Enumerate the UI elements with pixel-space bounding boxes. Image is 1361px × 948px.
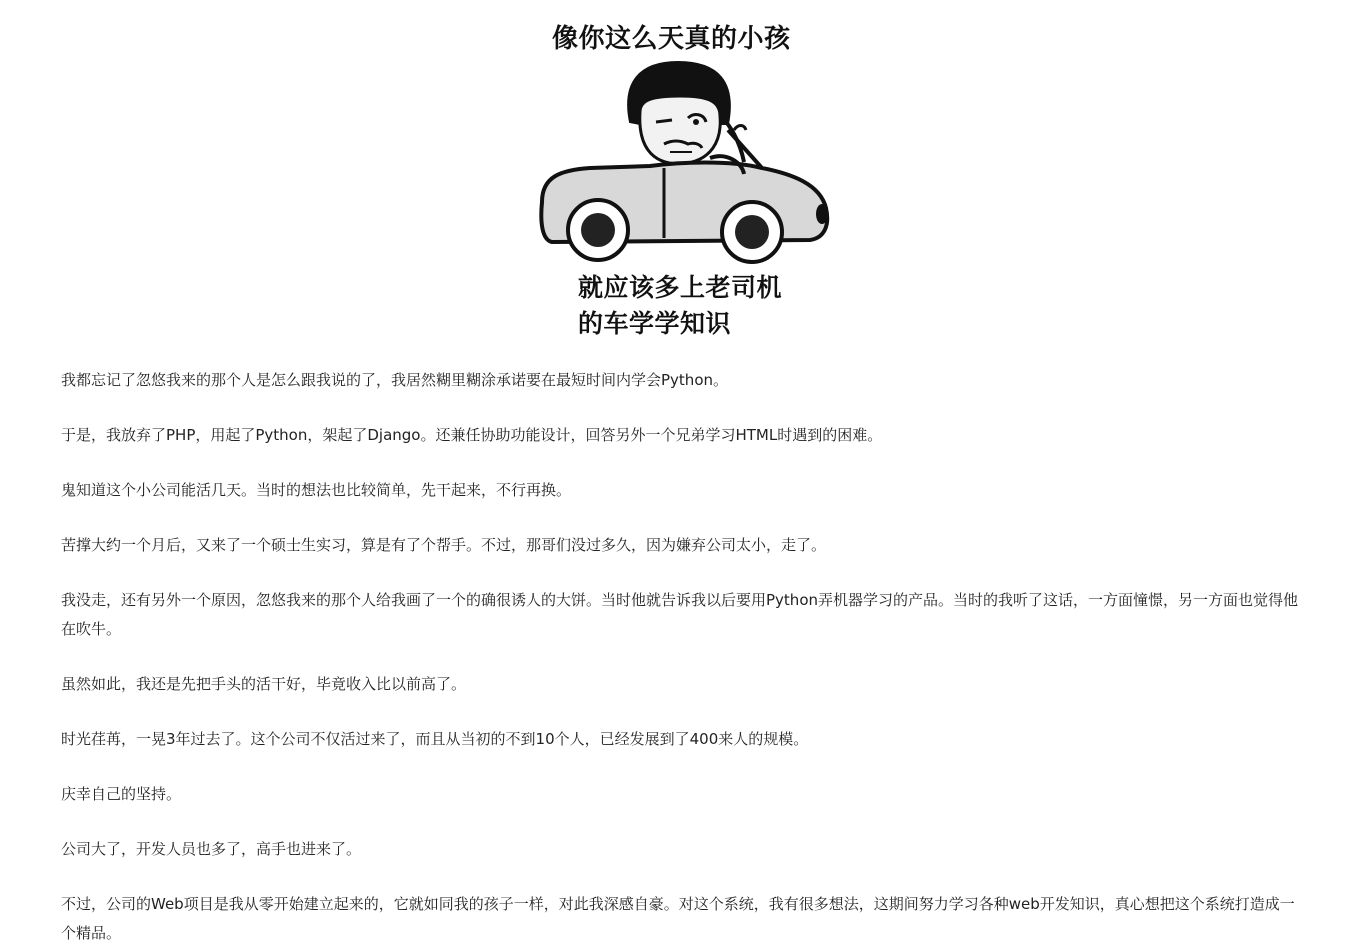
paragraph: 我都忘记了忽悠我来的那个人是怎么跟我说的了，我居然糊里糊涂承诺要在最短时间内学会Python。 (61, 371, 728, 389)
paragraph: 于是，我放弃了PHP，用起了Python，架起了Django。还兼任协助功能设计，回答另外一个兄弟学习HTML时遇到的困难。 (61, 426, 883, 444)
paragraph: 公司大了，开发人员也多了，高手也进来了。 (61, 840, 362, 858)
meme-caption-bottom-line1: 就应该多上老司机 (578, 273, 783, 302)
paragraph: 不过，公司的Web项目是我从零开始建立起来的，它就如同我的孩子一样，对此我深感自豪。对这个系统，我有很多想法，这期间努力学习各种web开发知识，真心想把这个系统打造成一个精品。 (61, 895, 1295, 942)
paragraph: 时光荏苒，一晃3年过去了。这个公司不仅活过来了，而且从当初的不到10个人，已经发展到了400来人的规模。 (61, 730, 809, 748)
paragraph: 我没走，还有另外一个原因，忽悠我来的那个人给我画了一个的确很诱人的大饼。当时他就告诉我以后要用Python弄机器学习的产品。当时的我听了这话，一方面憧憬，另一方面也觉得他在吹牛。 (61, 591, 1299, 638)
meme-caption-top: 像你这么天真的小孩 (552, 24, 791, 54)
paragraph: 庆幸自己的坚持。 (61, 785, 182, 803)
paragraph: 苦撑大约一个月后，又来了一个硕士生实习，算是有了个帮手。不过，那哥们没过多久，因为嫌弃公司太小，走了。 (61, 536, 827, 554)
article-body (61, 366, 1301, 948)
meme-image (530, 12, 835, 338)
paragraph: 鬼知道这个小公司能活几天。当时的想法也比较简单，先干起来，不行再换。 (61, 481, 572, 499)
paragraph: 虽然如此，我还是先把手头的活干好，毕竟收入比以前高了。 (61, 675, 467, 693)
meme-caption-bottom-line2: 的车学学知识 (578, 309, 732, 338)
